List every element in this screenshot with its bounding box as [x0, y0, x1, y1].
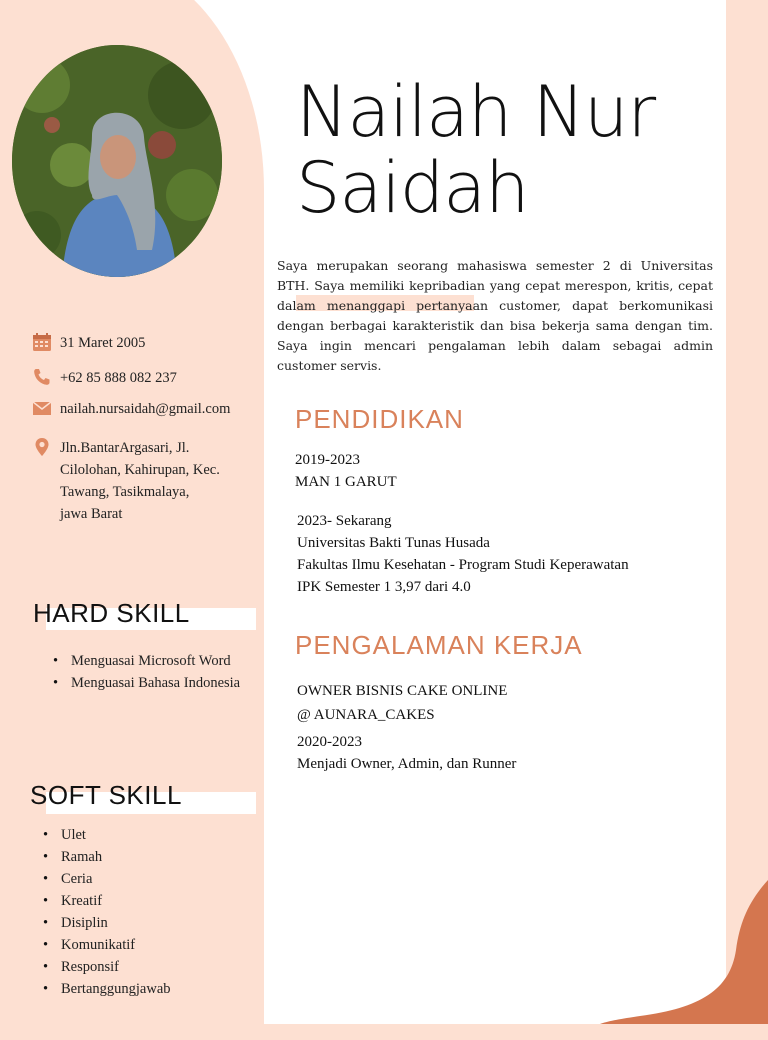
education-entry-2	[297, 510, 629, 598]
full-name	[296, 71, 656, 229]
list-item: • Ulet	[61, 824, 241, 846]
experience-years: 2020-2023	[297, 734, 362, 750]
education-gpa: IPK Semester 1 3,97 dari 4.0	[297, 579, 471, 595]
contact-address	[32, 437, 220, 525]
experience-role: OWNER BISNIS CAKE ONLINE	[297, 683, 508, 699]
name-line-1: Nailah Nur	[296, 71, 656, 153]
experience-details	[297, 731, 516, 775]
list-item: • Bertanggungjawab	[61, 978, 241, 1000]
hard-skill-list	[71, 650, 251, 694]
contact-birthdate	[32, 332, 145, 354]
education-school: Universitas Bakti Tunas Husada	[297, 535, 490, 551]
list-item: • Ceria	[61, 868, 241, 890]
education-entry-1	[295, 449, 397, 493]
name-line-2: Saidah	[296, 147, 529, 229]
phone-icon	[32, 367, 52, 387]
birthdate-text: 31 Maret 2005	[60, 335, 146, 351]
experience-entry	[297, 679, 507, 727]
email-text: nailah.nursaidah@gmail.com	[60, 401, 231, 417]
experience-handle: @ AUNARA_CAKES	[297, 707, 435, 723]
calendar-icon	[32, 332, 52, 352]
list-item: • Menguasai Bahasa Indonesia	[71, 672, 251, 694]
education-faculty: Fakultas Ilmu Kesehatan - Program Studi Keperawatan	[297, 557, 629, 573]
education-school: MAN 1 GARUT	[295, 474, 397, 490]
education-title: PENDIDIKAN	[295, 404, 464, 434]
address-text: Jln.BantarArgasari, Jl. Cilolohan, Kahirupan, Kec. Tawang, Tasikmalaya, jawa Barat	[60, 440, 220, 522]
list-item: • Disiplin	[61, 912, 241, 934]
hard-skill-title: HARD SKILL	[33, 598, 190, 628]
phone-text: +62 85 888 082 237	[60, 370, 177, 386]
experience-desc: Menjadi Owner, Admin, dan Runner	[297, 756, 517, 772]
decorative-blob	[600, 880, 768, 1024]
location-pin-icon	[32, 437, 52, 457]
list-item: • Responsif	[61, 956, 241, 978]
contact-email	[32, 398, 230, 420]
education-years: 2019-2023	[295, 452, 360, 468]
list-item: • Komunikatif	[61, 934, 241, 956]
soft-skill-title: SOFT SKILL	[30, 780, 182, 810]
education-years: 2023- Sekarang	[297, 513, 392, 529]
experience-title: PENGALAMAN KERJA	[295, 630, 583, 660]
list-item: • Kreatif	[61, 890, 241, 912]
mail-icon	[32, 398, 52, 418]
contact-phone	[32, 367, 177, 389]
list-item: • Ramah	[61, 846, 241, 868]
soft-skill-list	[61, 824, 241, 1000]
about-paragraph: Saya merupakan seorang mahasiswa semester 2 di Universitas BTH. Saya memiliki kepribadian yang cepat merespon, kritis, cepat dalam menanggapi pertanyaan customer, dapat berkomunikasi dengan berbagai karakteristik dan bisa bekerja sama dengan tim. Saya ingin mencari pengalaman lebih dalam sebagai admin customer servis.	[277, 258, 713, 373]
profile-photo	[12, 45, 222, 277]
list-item: • Menguasai Microsoft Word	[71, 650, 251, 672]
